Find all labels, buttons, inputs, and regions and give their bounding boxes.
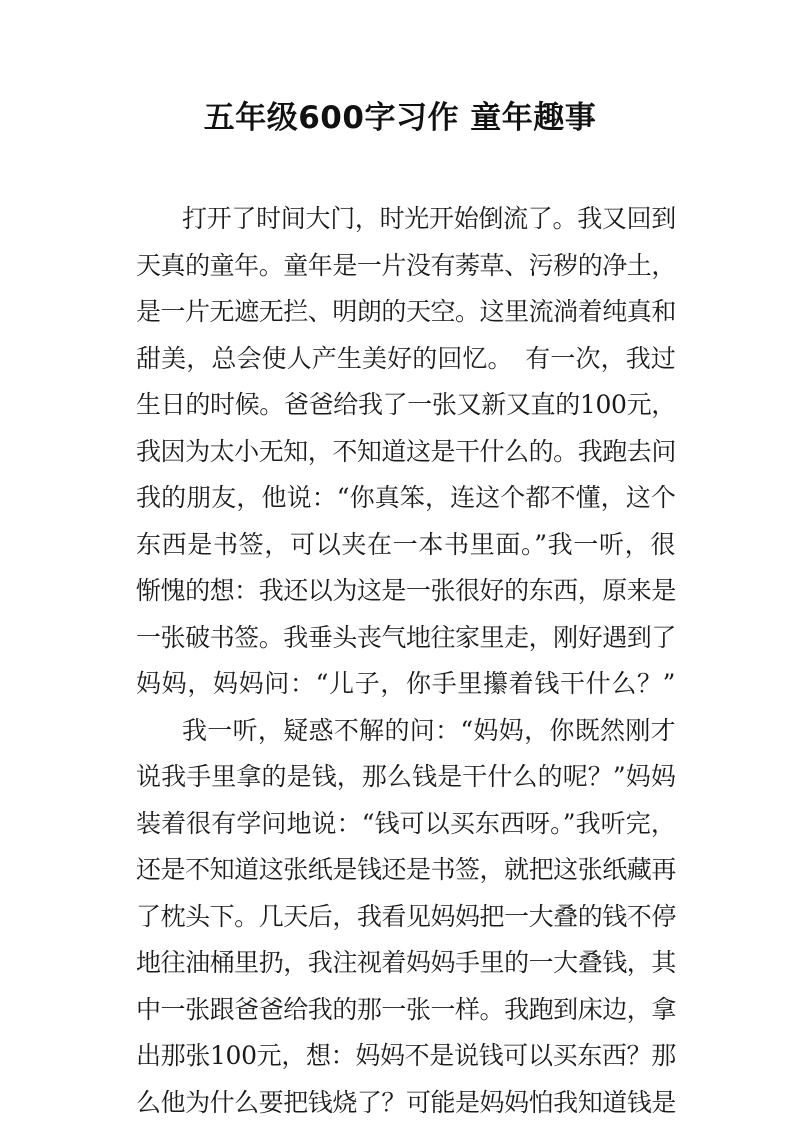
text-line: 是一片无遮无拦、明朗的天空。这里流淌着纯真和	[136, 297, 676, 326]
text-line: 地往油桶里扔，我注视着妈妈手里的一大叠钱，其	[136, 948, 676, 977]
text-line: 我一听，疑惑不解的问：“妈妈，你既然刚才	[182, 715, 676, 745]
text-line: 打开了时间大门，时光开始倒流了。我又回到	[182, 204, 677, 233]
document-title: 五年级600字习作 童年趣事	[203, 100, 597, 136]
text-line: 东西是书签，可以夹在一本书里面。”我一听，很	[136, 529, 677, 559]
text-line: 生日的时候。爸爸给我了一张又新又直的100元，	[136, 390, 676, 419]
text-line: 装着很有学问地说：“钱可以买东西呀。”我听完，	[136, 808, 676, 838]
document-body	[136, 196, 676, 1126]
text-line: 了枕头下。几天后，我看见妈妈把一大叠的钱不停	[136, 901, 676, 931]
text-line: 一张破书签。我垂头丧气地往家里走，刚好遇到了	[136, 622, 676, 652]
text-line: 我的朋友，他说：“你真笨，连这个都不懂，这个	[136, 483, 676, 512]
text-line: 妈妈，妈妈问：“儿子，你手里攥着钱干什么？”	[136, 669, 677, 698]
text-line: 我因为太小无知，不知道这是干什么的。我跑去问	[136, 436, 676, 466]
text-line: 天真的童年。童年是一片没有莠草、污秽的净土，	[136, 250, 676, 280]
text-line: 甜美，总会使人产生美好的回忆。 有一次，我过	[136, 343, 676, 373]
text-line: 惭愧的想：我还以为这是一张很好的东西，原来是	[136, 576, 676, 605]
text-line: 说我手里拿的是钱，那么钱是干什么的呢？”妈妈	[136, 762, 676, 791]
text-line: 中一张跟爸爸给我的那一张一样。我跑到床边，拿	[136, 994, 676, 1024]
text-line: 么他为什么要把钱烧了？可能是妈妈怕我知道钱是	[136, 1087, 676, 1117]
text-line: 还是不知道这张纸是钱还是书签，就把这张纸藏再	[136, 855, 676, 884]
text-line: 出那张100元，想：妈妈不是说钱可以买东西？那	[136, 1041, 676, 1070]
